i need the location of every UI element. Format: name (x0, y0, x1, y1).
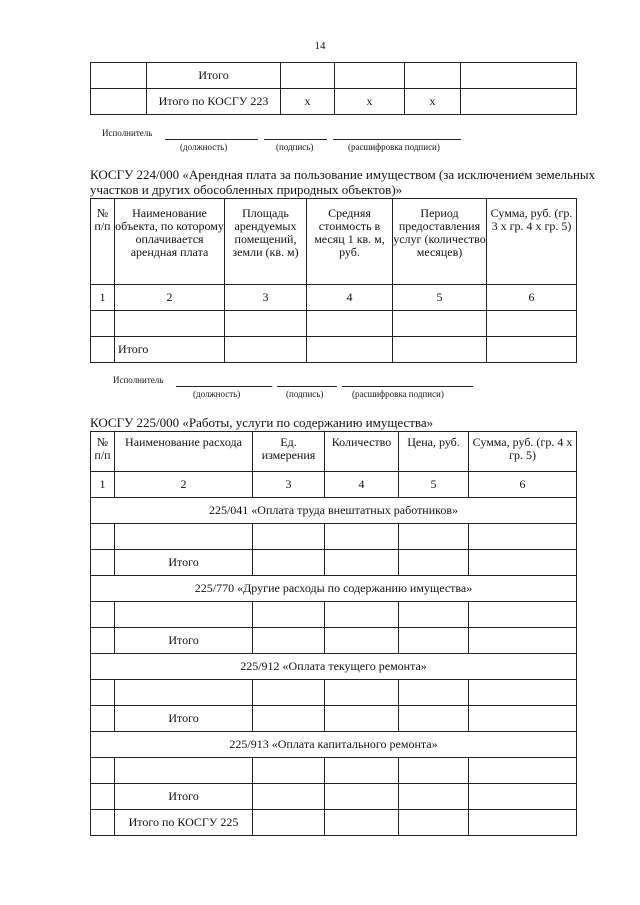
executor-signature-block (0, 128, 640, 156)
column-number: 1 (91, 285, 115, 311)
table-cell (487, 337, 577, 363)
table-cell (469, 628, 577, 654)
table-cell (253, 602, 325, 628)
decoding-line (342, 386, 473, 387)
table-cell (325, 602, 399, 628)
column-header: Наименование объекта, по которому оплачивается арендная плата (115, 199, 225, 285)
executor-label: Исполнитель (102, 128, 153, 138)
section-224-heading (90, 167, 596, 197)
table-cell (253, 628, 325, 654)
table-cell (91, 524, 115, 550)
table-cell (253, 550, 325, 576)
total-label: Итого (115, 706, 253, 732)
table-cell (325, 680, 399, 706)
table-cell (91, 602, 115, 628)
table-cell (469, 758, 577, 784)
decoding-caption: (расшифровка подписи) (352, 389, 444, 399)
table-cell (469, 550, 577, 576)
table-cell (91, 680, 115, 706)
table-cell (91, 810, 115, 836)
group-title: 225/913 «Оплата капитального ремонта» (91, 732, 577, 758)
table-cell (281, 63, 335, 89)
position-line (176, 386, 272, 387)
table-cell (225, 337, 307, 363)
column-header: Площадь арендуемых помещений, земли (кв. м) (225, 199, 307, 285)
table-cell (325, 524, 399, 550)
table-cell (399, 524, 469, 550)
total-label: Итого (115, 550, 253, 576)
column-header: Цена, руб. (399, 432, 469, 472)
table-cell (469, 784, 577, 810)
table-cell (399, 628, 469, 654)
table-cell (91, 706, 115, 732)
group-title: 225/041 «Оплата труда внештатных работников» (91, 498, 577, 524)
table-cell (115, 524, 253, 550)
section-225-heading: КОСГУ 225/000 «Работы, услуги по содержанию имущества» (90, 415, 434, 430)
table-kosgu-225 (90, 431, 577, 836)
table-kosgu-223 (90, 62, 577, 115)
column-number: 2 (115, 472, 253, 498)
signature-line (277, 386, 337, 387)
table-cell (399, 810, 469, 836)
table-cell (393, 311, 487, 337)
column-number: 1 (91, 472, 115, 498)
table-cell (399, 784, 469, 810)
column-header: Период предоставления услуг (количество месяцев) (393, 199, 487, 285)
column-number: 4 (307, 285, 393, 311)
total-label: Итого (115, 337, 225, 363)
group-title: 225/912 «Оплата текущего ремонта» (91, 654, 577, 680)
column-header: Сумма, руб. (гр. 3 x гр. 4 x гр. 5) (487, 199, 577, 285)
table-cell (399, 550, 469, 576)
table-cell (115, 311, 225, 337)
column-number: 3 (225, 285, 307, 311)
table-cell: x (405, 89, 461, 115)
column-number: 4 (325, 472, 399, 498)
column-header: Количество (325, 432, 399, 472)
grand-total-label: Итого по КОСГУ 223 (147, 89, 281, 115)
table-cell (253, 524, 325, 550)
table-cell (91, 758, 115, 784)
table-cell (253, 784, 325, 810)
table-cell (325, 550, 399, 576)
group-title: 225/770 «Другие расходы по содержанию имущества» (91, 576, 577, 602)
table-cell (225, 311, 307, 337)
executor-label: Исполнитель (113, 375, 164, 385)
table-cell: x (281, 89, 335, 115)
column-header: № п/п (91, 199, 115, 285)
table-cell (115, 680, 253, 706)
table-cell (325, 706, 399, 732)
column-number: 6 (469, 472, 577, 498)
table-cell: x (335, 89, 405, 115)
table-cell (115, 758, 253, 784)
signature-caption: (подпись) (276, 142, 314, 152)
table-cell (307, 337, 393, 363)
table-cell (91, 550, 115, 576)
table-cell (325, 758, 399, 784)
table-cell (469, 680, 577, 706)
table-cell (325, 628, 399, 654)
column-header: Ед. измерения (253, 432, 325, 472)
table-cell (91, 784, 115, 810)
table-cell (91, 89, 147, 115)
table-cell (399, 758, 469, 784)
column-header: № п/п (91, 432, 115, 472)
table-cell (469, 524, 577, 550)
table-cell (253, 706, 325, 732)
executor-signature-block (0, 375, 640, 403)
column-header: Средняя стоимость в месяц 1 кв. м, руб. (307, 199, 393, 285)
table-cell (307, 311, 393, 337)
position-caption: (должность) (180, 142, 228, 152)
table-cell (115, 602, 253, 628)
total-label: Итого (147, 63, 281, 89)
signature-caption: (подпись) (286, 389, 324, 399)
total-label: Итого (115, 784, 253, 810)
total-label: Итого (115, 628, 253, 654)
decoding-caption: (расшифровка подписи) (348, 142, 440, 152)
table-cell (469, 602, 577, 628)
decoding-line (333, 139, 461, 140)
table-cell (253, 810, 325, 836)
table-cell (253, 680, 325, 706)
page-number: 14 (314, 40, 326, 52)
position-line (165, 139, 258, 140)
table-kosgu-224 (90, 198, 577, 363)
table-cell (461, 63, 577, 89)
table-cell (469, 810, 577, 836)
table-cell (91, 337, 115, 363)
table-cell (325, 810, 399, 836)
table-cell (253, 758, 325, 784)
grand-total-label: Итого по КОСГУ 225 (115, 810, 253, 836)
column-number: 2 (115, 285, 225, 311)
table-cell (487, 311, 577, 337)
position-caption: (должность) (193, 389, 241, 399)
signature-line (264, 139, 327, 140)
table-cell (91, 311, 115, 337)
column-number: 5 (399, 472, 469, 498)
column-number: 3 (253, 472, 325, 498)
table-cell (335, 63, 405, 89)
table-cell (399, 706, 469, 732)
table-cell (325, 784, 399, 810)
column-header: Наименование расхода (115, 432, 253, 472)
table-cell (393, 337, 487, 363)
column-number: 5 (393, 285, 487, 311)
table-cell (91, 628, 115, 654)
table-cell (461, 89, 577, 115)
table-cell (469, 706, 577, 732)
table-cell (399, 602, 469, 628)
table-cell (91, 63, 147, 89)
column-header: Сумма, руб. (гр. 4 x гр. 5) (469, 432, 577, 472)
table-cell (399, 680, 469, 706)
section-224-heading-line1: КОСГУ 224/000 «Арендная плата за пользование имуществом (за исключением земельных (90, 167, 596, 182)
section-224-heading-line2: участков и других обособленных природных объектов)» (90, 182, 403, 197)
column-number: 6 (487, 285, 577, 311)
table-cell (405, 63, 461, 89)
